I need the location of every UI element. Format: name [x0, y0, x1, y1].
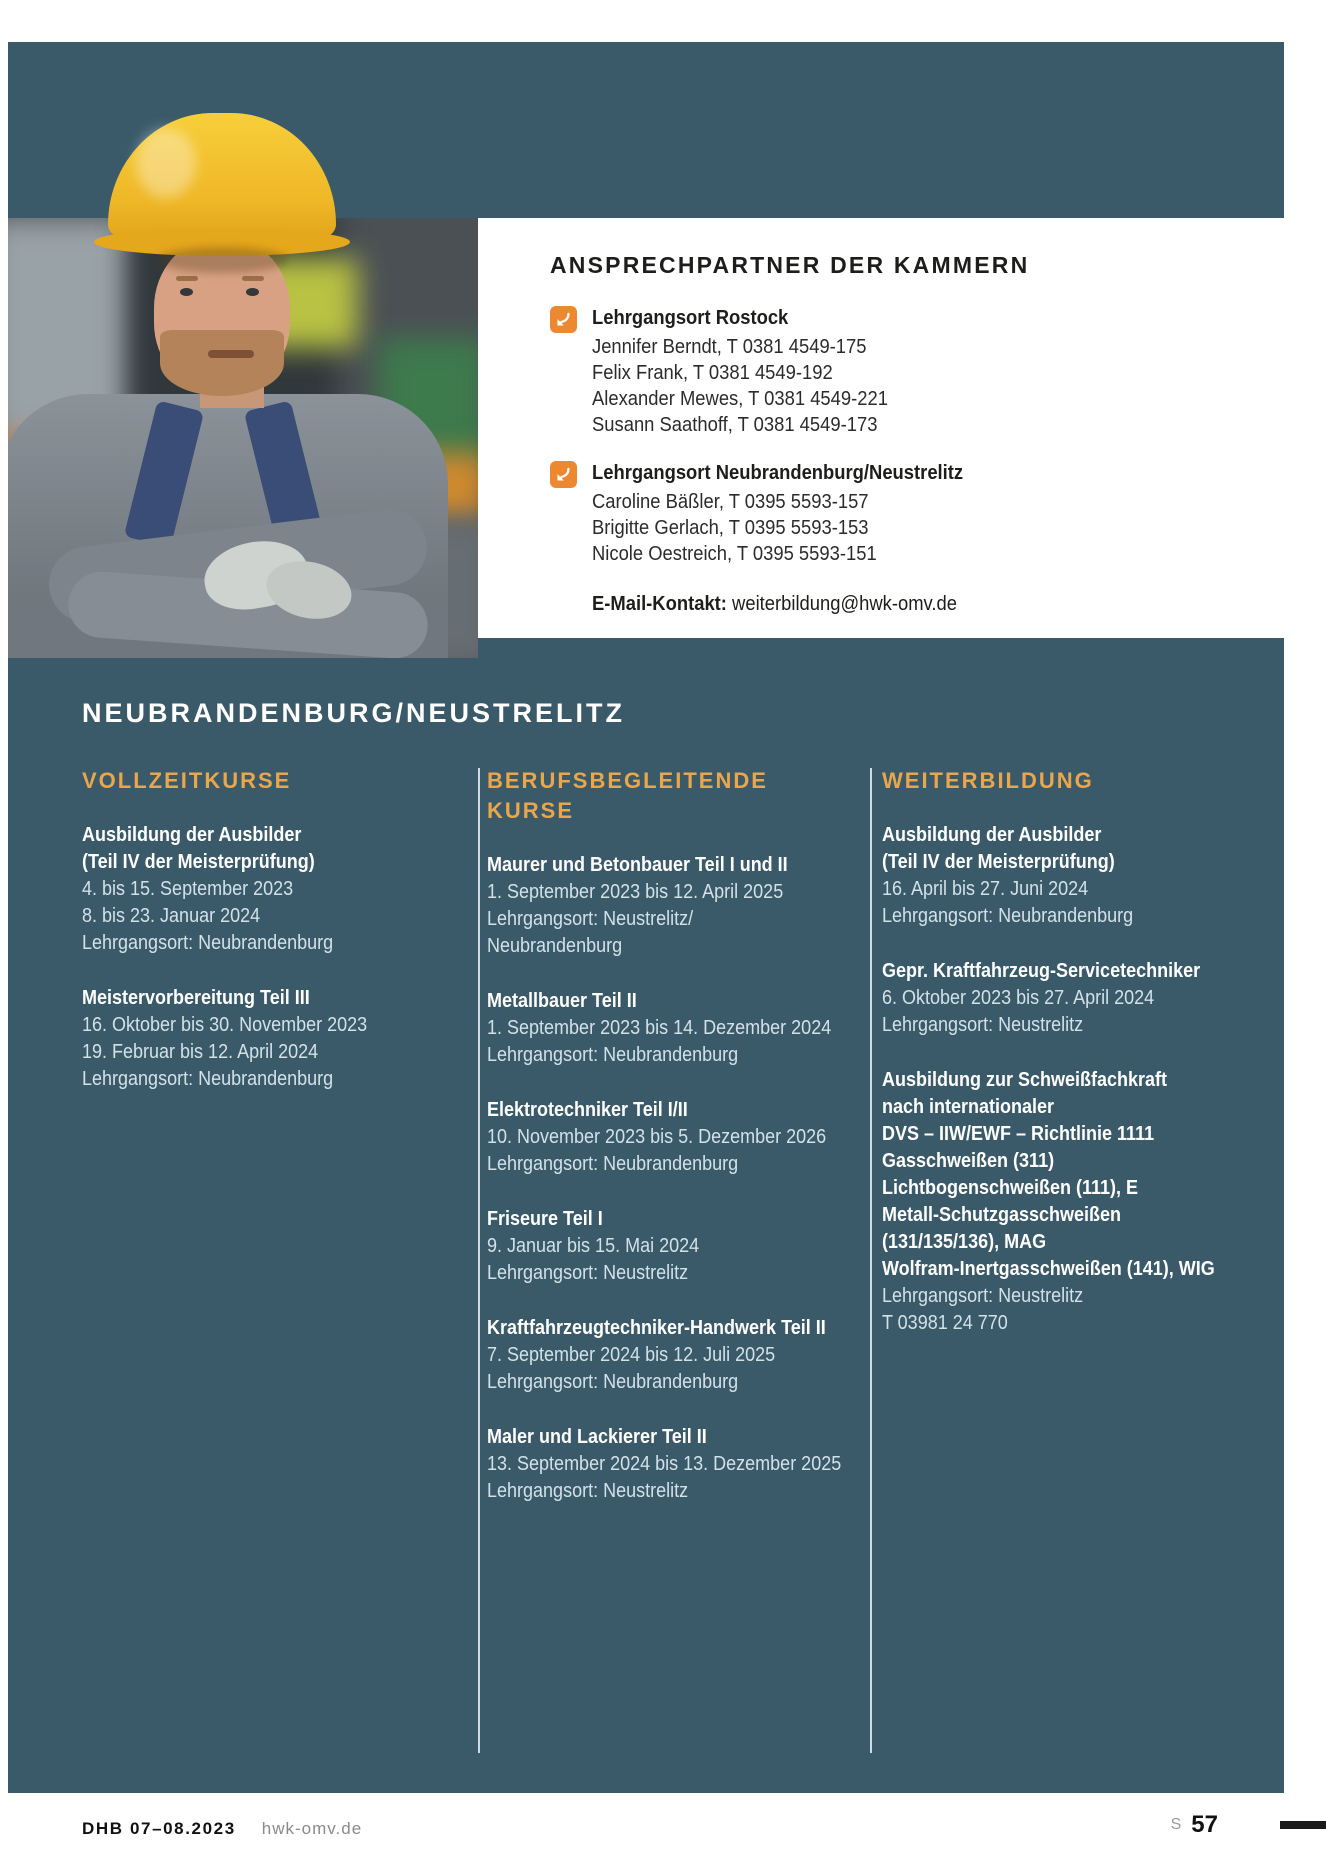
course-title	[487, 1315, 826, 1342]
text-line: Maurer und Betonbauer Teil I und II	[487, 854, 788, 876]
text-line: Lehrgangsort: Neustrelitz	[487, 1262, 689, 1284]
text-line: Gasschweißen (311)	[882, 1150, 1055, 1172]
text-line: 16. Oktober bis 30. November 2023	[82, 1014, 368, 1036]
contact-group-rostock	[550, 305, 1254, 438]
text-line: Jennifer Berndt, T 0381 4549-175	[592, 336, 867, 358]
hard-hat-shadow	[158, 247, 288, 273]
course-columns	[82, 766, 1258, 1793]
course-entry	[487, 1424, 842, 1505]
contact-group-text	[592, 460, 963, 567]
column-heading	[882, 766, 1282, 796]
course-entry	[882, 958, 1242, 1039]
footer-left	[82, 1819, 362, 1839]
text-line: Elektrotechniker Teil I/II	[487, 1099, 688, 1121]
column-berufsbegleitende-kurse	[487, 766, 859, 1533]
text-line: Susann Saathoff, T 0381 4549-173	[592, 414, 878, 436]
contact-group-text	[592, 305, 888, 438]
worker-figure	[8, 42, 478, 658]
text-line: Kraftfahrzeugtechniker-Handwerk Teil II	[487, 1317, 826, 1339]
course-title	[487, 852, 822, 879]
course-details	[487, 1233, 822, 1287]
text-line: 9. Januar bis 15. Mai 2024	[487, 1235, 700, 1257]
course-title	[82, 985, 424, 1012]
text-line: Lehrgangsort: Neubrandenburg	[487, 1371, 739, 1393]
hard-hat-highlight	[136, 128, 196, 198]
text-line: Wolfram-Inertgasschweißen (141), WIG	[882, 1258, 1215, 1280]
course-entry	[882, 1067, 1242, 1337]
text-line: 8. bis 23. Januar 2024	[82, 905, 261, 927]
course-details	[487, 1015, 832, 1069]
course-title	[882, 1067, 1242, 1283]
curved-arrow-icon	[550, 306, 577, 333]
worker-eye	[180, 288, 193, 296]
text-line: T 03981 24 770	[882, 1312, 1008, 1334]
course-title	[487, 988, 822, 1015]
text-line: Lehrgangsort: Neubrandenburg	[487, 1153, 739, 1175]
course-details	[487, 1124, 827, 1178]
contact-heading: ANSPRECHPARTNER DER KAMMERN	[550, 252, 1030, 278]
course-entry	[82, 822, 424, 957]
text-line: Meistervorbereitung Teil III	[82, 987, 310, 1009]
text-line: Lehrgangsort: Neustrelitz/	[487, 908, 694, 930]
section-title: NEUBRANDENBURG/NEUSTRELITZ	[82, 698, 625, 728]
course-details	[487, 1451, 842, 1505]
worker-eye	[246, 288, 259, 296]
worker-eyebrow	[176, 276, 198, 281]
page-footer	[0, 1793, 1326, 1875]
course-details	[882, 1283, 1242, 1337]
column-vollzeitkurse	[82, 766, 462, 1121]
text-line: Lehrgangsort: Neubrandenburg	[487, 1044, 739, 1066]
course-details	[487, 1342, 822, 1396]
text-line: Ausbildung der Ausbilder	[882, 824, 1102, 846]
course-entry	[487, 988, 832, 1069]
contact-group-title: Lehrgangsort Neubrandenburg/Neustrelitz	[592, 462, 964, 484]
text-line: WEITERBILDUNG	[882, 768, 1094, 793]
text-line: BERUFSBEGLEITENDE	[487, 768, 768, 793]
text-line: (Teil IV der Meisterprüfung)	[82, 851, 315, 873]
text-line: Nicole Oestreich, T 0395 5593-151	[592, 543, 877, 565]
course-title	[882, 822, 1242, 876]
course-entry	[487, 852, 822, 960]
column-divider	[478, 768, 480, 1753]
text-line: 16. April bis 27. Juni 2024	[882, 878, 1089, 900]
email-address: weiterbildung@hwk-omv.de	[726, 593, 957, 615]
text-line: Lehrgangsort: Neustrelitz	[487, 1480, 689, 1502]
text-line: Lehrgangsort: Neustrelitz	[882, 1285, 1084, 1307]
course-title	[82, 822, 424, 876]
worker-beard	[160, 330, 284, 396]
email-contact	[592, 593, 1201, 616]
course-entry	[882, 822, 1242, 930]
text-line: Alexander Mewes, T 0381 4549-221	[592, 388, 888, 410]
contact-lines	[592, 334, 888, 438]
text-line: 1. September 2023 bis 12. April 2025	[487, 881, 784, 903]
text-line: 6. Oktober 2023 bis 27. April 2024	[882, 987, 1155, 1009]
text-line: Lehrgangsort: Neubrandenburg	[82, 932, 334, 954]
column-divider	[870, 768, 872, 1753]
course-entry	[487, 1206, 822, 1287]
footer-edge-bar	[1280, 1821, 1326, 1829]
text-line: 1. September 2023 bis 14. Dezember 2024	[487, 1017, 832, 1039]
text-line: KURSE	[487, 798, 575, 823]
column-weiterbildung	[882, 766, 1282, 1365]
course-details	[882, 985, 1242, 1039]
text-line: Metallbauer Teil II	[487, 990, 637, 1012]
email-label: E-Mail-Kontakt:	[592, 593, 727, 615]
text-line: Brigitte Gerlach, T 0395 5593-153	[592, 517, 869, 539]
text-line: Ausbildung zur Schweißfachkraft	[882, 1069, 1168, 1091]
text-line: Lehrgangsort: Neustrelitz	[882, 1014, 1084, 1036]
contact-group-title: Lehrgangsort Rostock	[592, 307, 789, 329]
curved-arrow-icon	[550, 461, 577, 488]
courses-section	[8, 658, 1284, 1793]
course-title	[487, 1097, 822, 1124]
text-line: Metall-Schutzgasschweißen	[882, 1204, 1122, 1226]
course-entry	[487, 1315, 826, 1396]
text-line: 7. September 2024 bis 12. Juli 2025	[487, 1344, 776, 1366]
text-line: (131/135/136), MAG	[882, 1231, 1047, 1253]
text-line: Lehrgangsort: Neubrandenburg	[82, 1068, 334, 1090]
column-heading	[82, 766, 462, 796]
course-title	[882, 958, 1242, 985]
contact-group-neubrandenburg	[550, 460, 1254, 567]
issue-label: DHB 07–08.2023	[82, 1819, 236, 1838]
text-line: nach internationaler	[882, 1096, 1055, 1118]
worker-mouth	[208, 350, 254, 358]
contact-card	[478, 218, 1284, 638]
text-line: (Teil IV der Meisterprüfung)	[882, 851, 1115, 873]
course-details	[487, 879, 822, 960]
text-line: Maler und Lackierer Teil II	[487, 1426, 707, 1448]
text-line: Ausbildung der Ausbilder	[82, 824, 302, 846]
worker-eyebrow	[242, 276, 264, 281]
course-entry	[487, 1097, 827, 1178]
column-heading	[487, 766, 859, 826]
text-line: Neubrandenburg	[487, 935, 623, 957]
text-line: Lichtbogenschweißen (111), E	[882, 1177, 1139, 1199]
text-line: Lehrgangsort: Neubrandenburg	[882, 905, 1134, 927]
page-prefix: S	[1170, 1816, 1183, 1833]
contact-lines	[592, 489, 963, 567]
text-line: 10. November 2023 bis 5. Dezember 2026	[487, 1126, 827, 1148]
course-title	[487, 1424, 822, 1451]
text-line: 13. September 2024 bis 13. Dezember 2025	[487, 1453, 842, 1475]
footer-right	[1171, 1811, 1326, 1839]
text-line: 4. bis 15. September 2023	[82, 878, 294, 900]
course-entry	[82, 985, 424, 1093]
hero-section	[8, 42, 1284, 658]
text-line: Felix Frank, T 0381 4549-192	[592, 362, 833, 384]
text-line: Friseure Teil I	[487, 1208, 603, 1230]
text-line: VOLLZEITKURSE	[82, 768, 292, 793]
course-details	[82, 1012, 424, 1093]
course-details	[882, 876, 1242, 930]
page-number: 57	[1191, 1811, 1218, 1838]
text-line: Caroline Bäßler, T 0395 5593-157	[592, 491, 869, 513]
course-title	[487, 1206, 822, 1233]
website-label: hwk-omv.de	[261, 1819, 363, 1838]
text-line: Gepr. Kraftfahrzeug-Servicetechniker	[882, 960, 1201, 982]
text-line: 19. Februar bis 12. April 2024	[82, 1041, 319, 1063]
course-details	[82, 876, 424, 957]
text-line: DVS – IIW/EWF – Richtlinie 1111	[882, 1123, 1155, 1145]
